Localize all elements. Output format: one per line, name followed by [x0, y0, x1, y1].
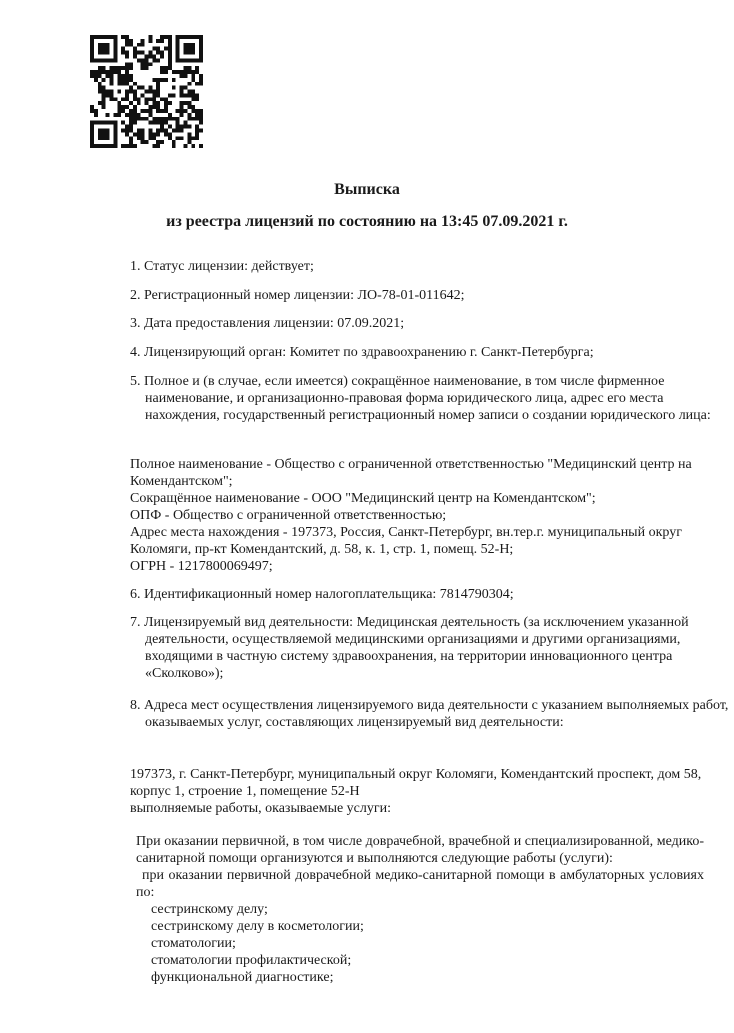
services-section: [136, 833, 704, 986]
org-full-name: Полное наименование - Общество с ограниченной ответственностью "Медицинский центр на Комендантском";: [130, 457, 692, 489]
document-title: Выписка: [334, 181, 400, 198]
services-intro: При оказании первичной, в том числе доврачебной, врачебной и специализированной, медико-санитарной помощи организуются и выполняются следующие работы (услуги):: [136, 834, 704, 866]
service-item: сестринскому делу в косметологии;: [151, 919, 364, 934]
license-activity: 7. Лицензируемый вид деятельности: Медицинская деятельность (за исключением указанной деятельности, осуществляемой медицинскими организациями и другими организациями, входящими в частную систему здравоохранения, на территории инновационного центра «Сколково»);: [130, 615, 689, 681]
org-details: [130, 456, 720, 575]
activity-location: [130, 766, 720, 817]
service-item: функциональной диагностике;: [151, 970, 334, 985]
org-address: Адрес места нахождения - 197373, Россия, Санкт-Петербург, вн.тер.г. муниципальный округ Коломяги, пр-кт Комендантский, д. 58, к. 1, стр. 1, помещ. 52-Н;: [130, 525, 682, 557]
license-authority: 4. Лицензирующий орган: Комитет по здравоохранению г. Санкт-Петербурга;: [130, 345, 594, 360]
location-address: 197373, г. Санкт-Петербург, муниципальный округ Коломяги, Комендантский проспект, дом 58, корпус 1, строение 1, помещение 52-Н: [130, 767, 702, 799]
license-reg-number: 2. Регистрационный номер лицензии: ЛО-78-01-011642;: [130, 288, 465, 303]
works-label: выполняемые работы, оказываемые услуги:: [130, 801, 392, 816]
org-opf: ОПФ - Общество с ограниченной ответственностью;: [130, 508, 447, 523]
service-item: сестринскому делу;: [151, 902, 268, 917]
addresses-heading: 8. Адреса мест осуществления лицензируемого вида деятельности с указанием выполняемых работ, оказываемых услуг, составляющих лицензируемый вид деятельности:: [130, 698, 729, 730]
qr-code-icon: [90, 35, 203, 148]
org-short-name: Сокращённое наименование - ООО "Медицинский центр на Комендантском";: [130, 491, 596, 506]
service-item: стоматологии;: [151, 936, 236, 951]
org-ogrn: ОГРН - 1217800069497;: [130, 559, 273, 574]
license-inn: 6. Идентификационный номер налогоплательщика: 7814790304;: [130, 587, 514, 602]
license-status: 1. Статус лицензии: действует;: [130, 259, 314, 274]
document-subtitle: из реестра лицензий по состоянию на 13:45 07.09.2021 г.: [166, 213, 568, 230]
license-issue-date: 3. Дата предоставления лицензии: 07.09.2021;: [130, 316, 405, 331]
services-sub-intro: при оказании первичной доврачебной медико-санитарной помощи в амбулаторных условиях по:: [136, 868, 704, 900]
org-name-heading: 5. Полное и (в случае, если имеется) сокращённое наименование, в том числе фирменное наименование, и организационно-правовая форма юридического лица, адрес его места нахождения, государственный регистрационный номер записи о создании юридического лица:: [130, 374, 711, 423]
service-item: стоматологии профилактической;: [151, 953, 352, 968]
